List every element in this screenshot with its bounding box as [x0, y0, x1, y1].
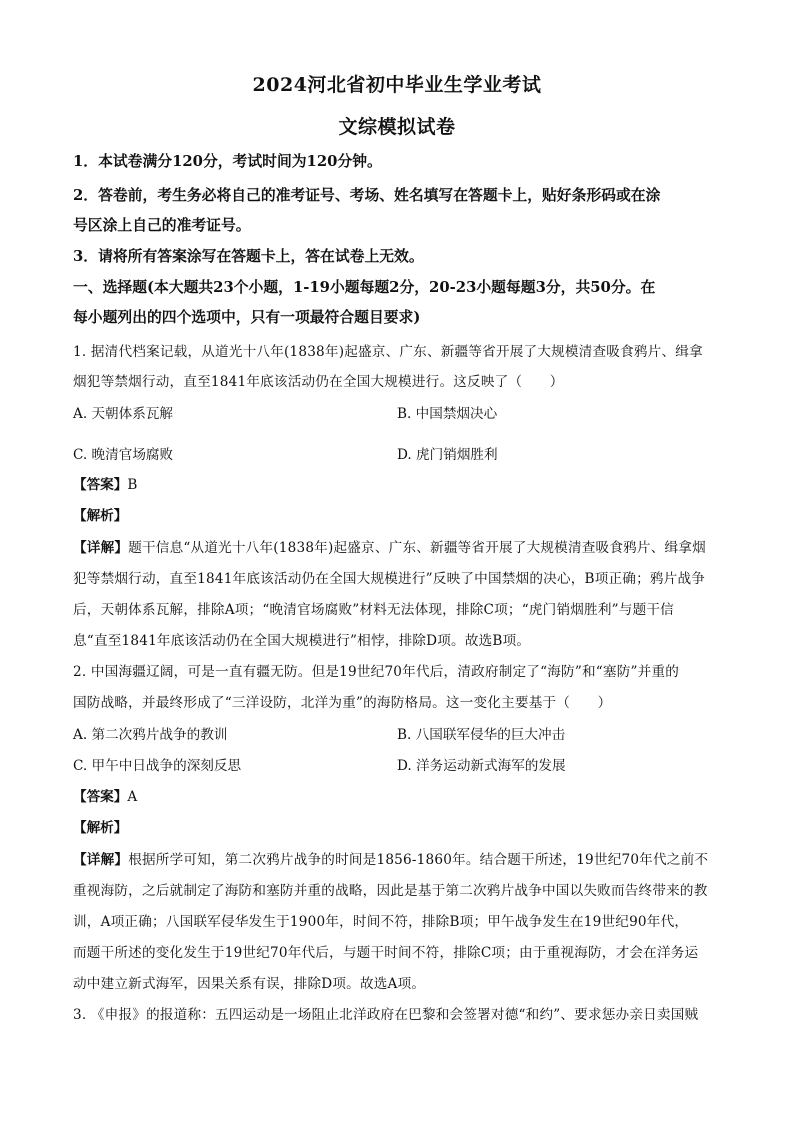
q1-option-d: D. 虎门销烟胜利 — [397, 447, 498, 463]
instruction-2: 2．答卷前，考生务必将自己的准考证号、考场、姓名填写在答题卡上，贴好条形码或在涂 — [73, 187, 661, 204]
q1-answer — [73, 473, 137, 493]
analysis-tag: 【解析】 — [73, 820, 128, 836]
q1-option-a: A. 天朝体系瓦解 — [73, 406, 174, 422]
q2-option-c: C. 甲午中日战争的深刻反思 — [73, 758, 242, 774]
answer-tag: 【答案】 — [73, 477, 128, 493]
detail-tag: 【详解】 — [73, 540, 129, 556]
q1-stem-line-2: 烟犯等禁烟行动，直至1841年底该活动仍在全国大规模进行。这反映了（ ） — [73, 374, 564, 390]
q1-detail-line-4: 息“直至1841年底该活动仍在全国大规模进行”相悖，排除D项。故选B项。 — [73, 633, 531, 649]
section-heading: 一、选择题(本大题共23个小题，1-19小题每题2分，20-23小题每题3分，共50分。在 — [73, 279, 656, 296]
instruction-3: 3．请将所有答案涂写在答题卡上，答在试卷上无效。 — [73, 248, 424, 265]
answer-tag: 【答案】 — [73, 789, 128, 805]
q1-option-b: B. 中国禁烟决心 — [397, 406, 498, 422]
q1-detail-line-3: 后，天朝体系瓦解，排除A项；“晚清官场腐败”材料无法体现，排除C项；“虎门销烟胜利”与题干信 — [73, 602, 674, 618]
answer-value: A — [127, 789, 138, 805]
detail-text: 题干信息“从道光十八年(1838年)起盛京、广东、新疆等省开展了大规模清查吸食鸦片、缉拿烟 — [128, 540, 706, 556]
q1-analysis-tag — [73, 504, 127, 524]
exam-subtitle: 文综模拟试卷 — [338, 116, 456, 138]
q2-option-b: B. 八国联军侵华的巨大冲击 — [397, 727, 566, 743]
detail-text: 根据所学可知，第二次鸦片战争的时间是1856-1860年。结合题干所述，19世纪70年代之前不 — [128, 852, 709, 868]
q2-detail-line-5: 动中建立新式海军，因果关系有误，排除D项。故选A项。 — [73, 976, 426, 992]
answer-value: B — [127, 477, 138, 493]
q2-analysis-tag — [73, 816, 127, 836]
q1-option-c: C. 晚清官场腐败 — [73, 447, 174, 463]
q2-detail-line-3: 训，A项正确；八国联军侵华发生于1900年，时间不符，排除B项；甲午战争发生在19世纪90年代， — [73, 914, 689, 930]
q2-stem-line-1: 2. 中国海疆辽阔，可是一直有疆无防。但是19世纪70年代后，清政府制定了“海防”和“塞防”并重的 — [73, 664, 680, 680]
exam-title: 2024河北省初中毕业生学业考试 — [252, 74, 542, 96]
q2-detail-line-4: 而题干所述的变化发生于19世纪70年代后，与题干时间不符，排除C项；由于重视海防，才会在洋务运 — [73, 945, 699, 961]
analysis-tag: 【解析】 — [73, 508, 128, 524]
section-heading-cont: 每小题列出的四个选项中，只有一项最符合题目要求) — [73, 309, 421, 326]
q2-answer — [73, 785, 137, 805]
q1-stem-line-1: 1. 据清代档案记载，从道光十八年(1838年)起盛京、广东、新疆等省开展了大规模清查吸食鸦片、缉拿 — [73, 344, 703, 360]
instruction-2-cont: 号区涂上自己的准考证号。 — [73, 217, 251, 234]
q2-detail-line-1 — [73, 848, 721, 868]
q3-stem-line-1: 3. 《申报》的报道称：五四运动是一场阻止北洋政府在巴黎和会签署对德“和约”、要求惩办亲日卖国贼 — [73, 1007, 699, 1023]
instruction-1: 1．本试卷满分120分，考试时间为120分钟。 — [73, 153, 382, 170]
q2-option-d: D. 洋务运动新式海军的发展 — [397, 758, 566, 774]
q2-detail-line-2: 重视海防，之后就制定了海防和塞防并重的战略，因此是基于第二次鸦片战争中国以失败而告终带来的教 — [73, 883, 708, 899]
q2-stem-line-2: 国防战略，并最终形成了“三洋设防，北洋为重”的海防格局。这一变化主要基于（ ） — [73, 695, 612, 711]
q1-detail-line-2: 犯等禁烟行动，直至1841年底该活动仍在全国大规模进行”反映了中国禁烟的决心，B项正确；鸦片战争 — [73, 571, 706, 587]
q2-option-a: A. 第二次鸦片战争的教训 — [73, 727, 228, 743]
q1-detail-line-1 — [73, 536, 721, 556]
detail-tag: 【详解】 — [73, 852, 129, 868]
